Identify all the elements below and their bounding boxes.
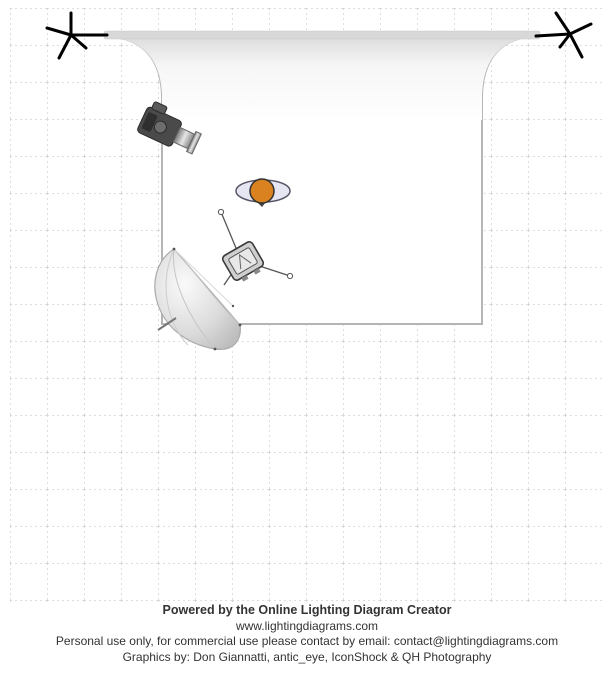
credits-text: Graphics by: Don Giannatti, antic_eye, IconShock & QH Photography <box>122 649 492 664</box>
license-text: Personal use only, for commercial use please contact by email: contact@lightingdiagrams.com <box>55 634 559 648</box>
diagram-footer <box>0 603 614 665</box>
website-text: www.lightingdiagrams.com <box>235 618 379 633</box>
powered-by-text: Powered by the Online Lighting Diagram Creator <box>162 603 452 617</box>
